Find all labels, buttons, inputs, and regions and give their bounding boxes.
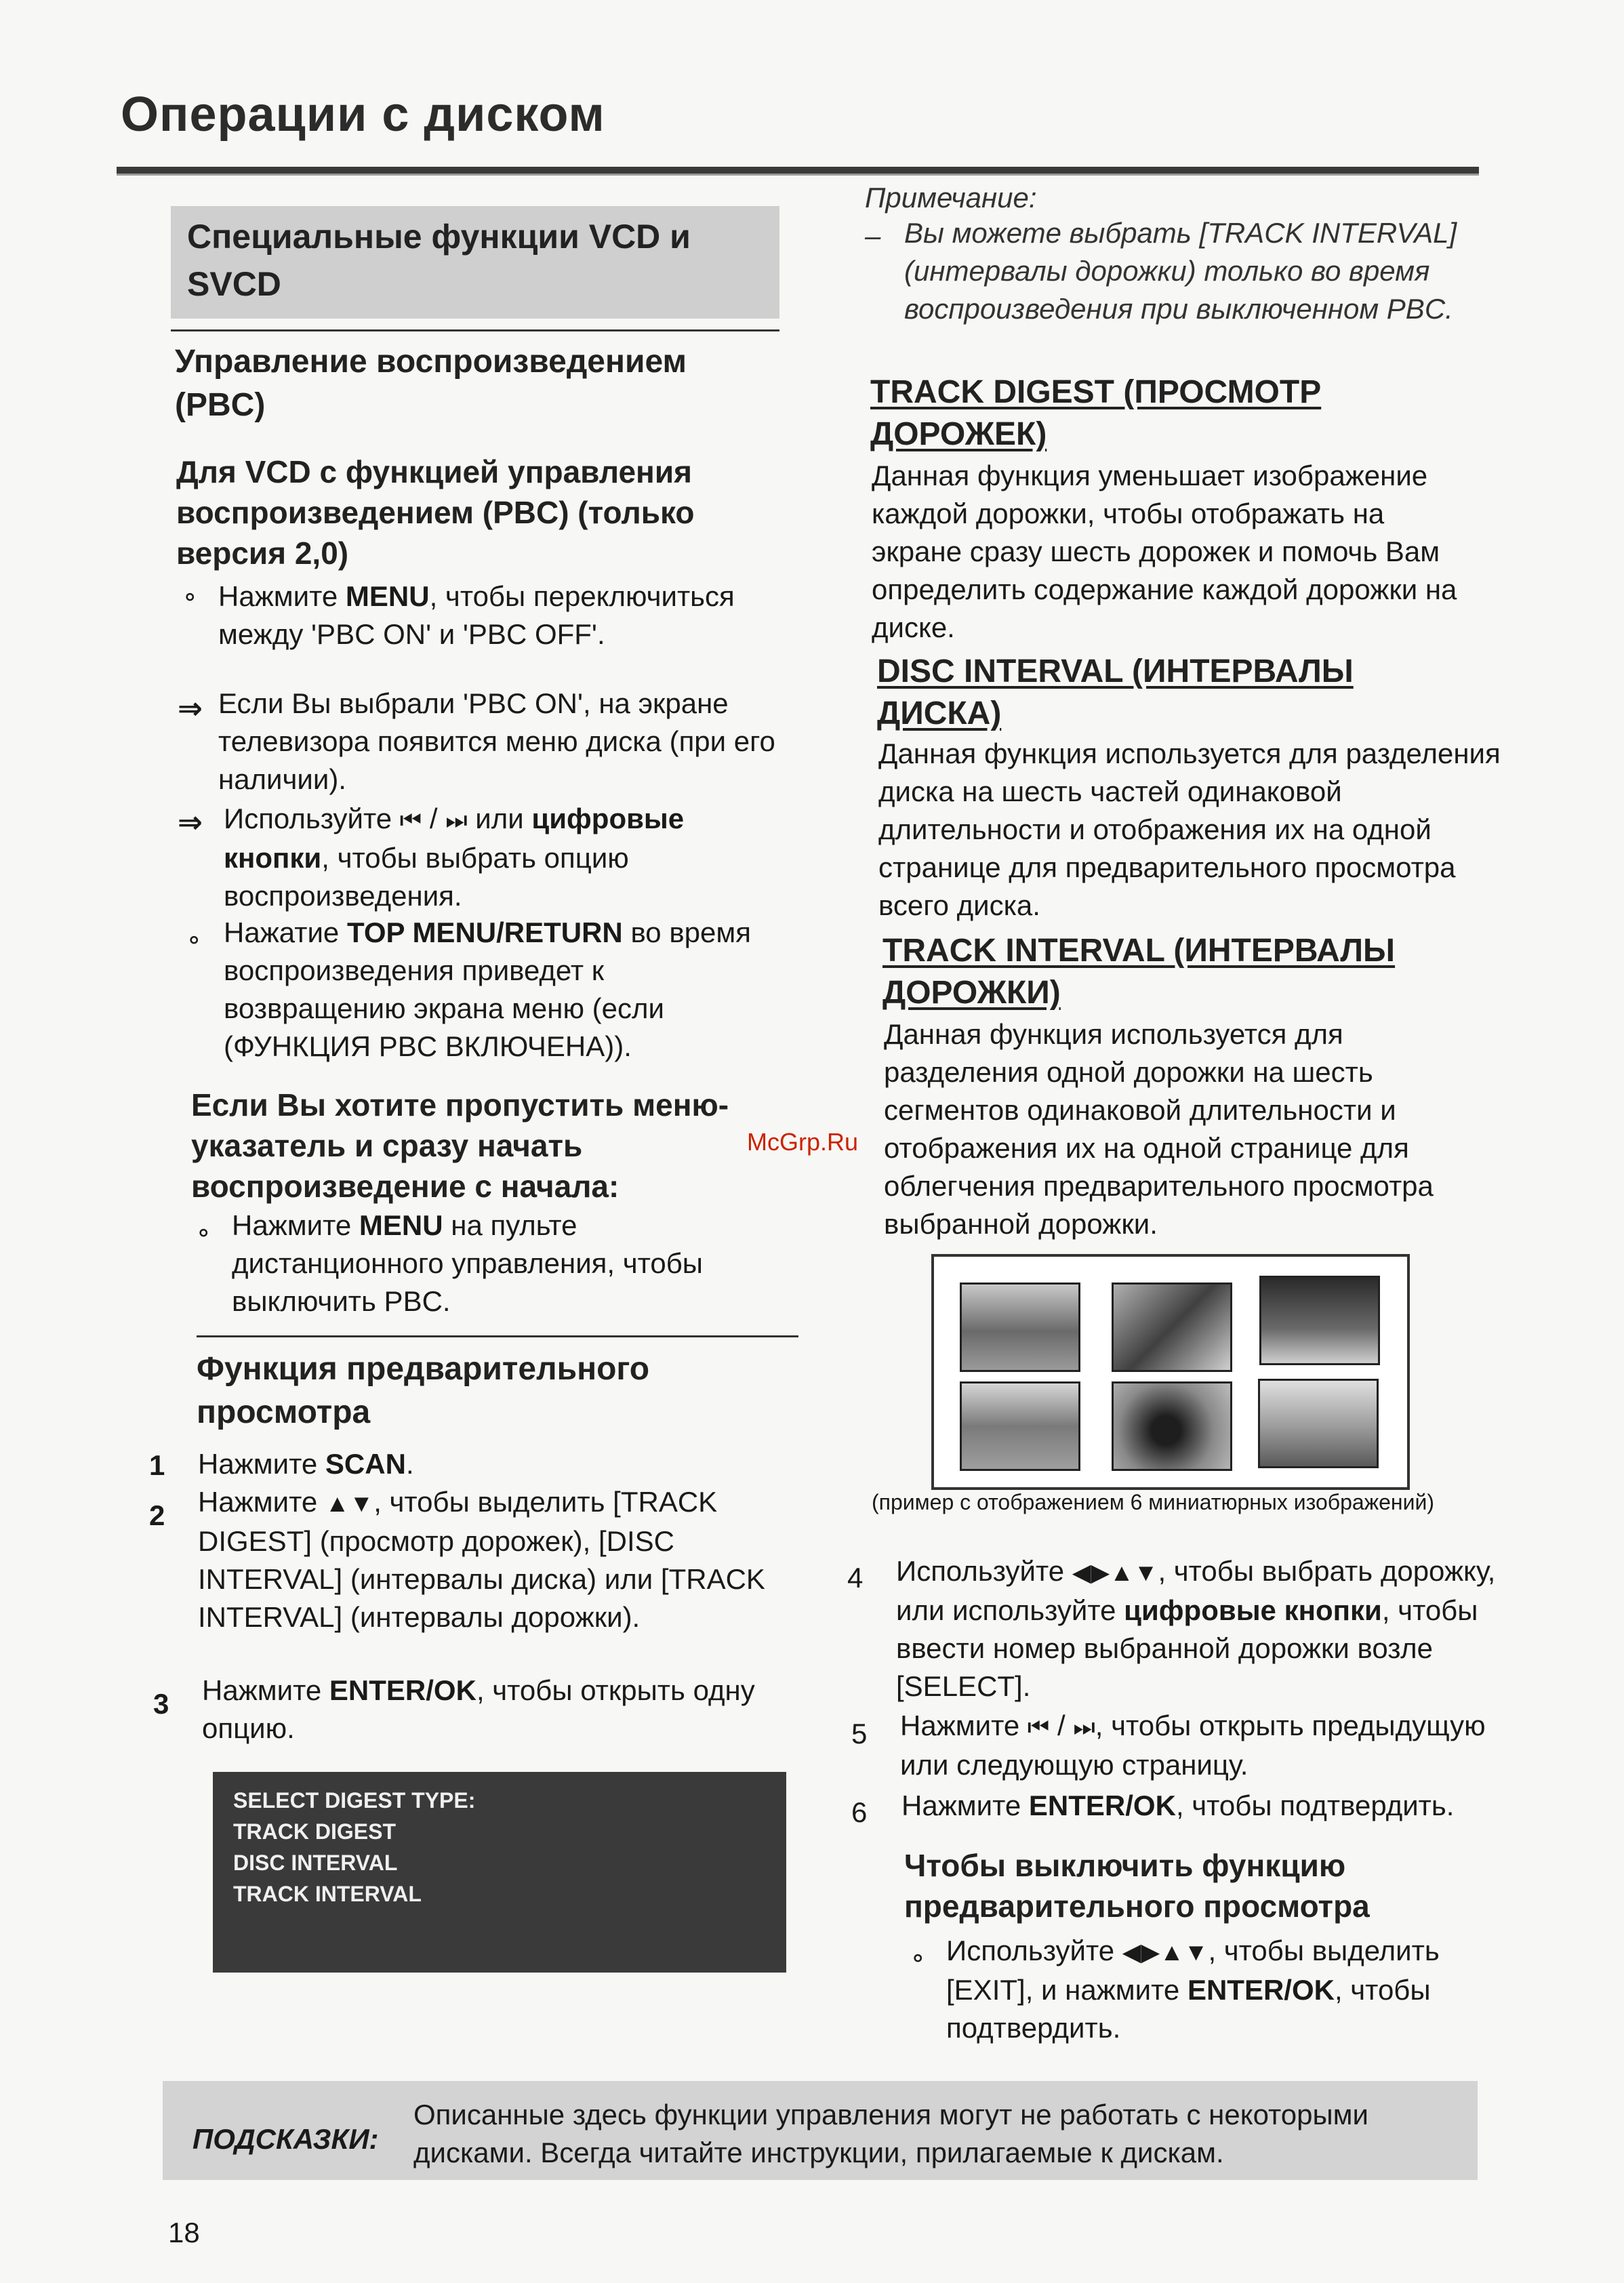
bullet-icon: ⚬ [194,1221,214,1247]
arrows-icon: ◀▶▲▼ [1122,1938,1209,1966]
pbc-item-3: Используйте ⏮ / ⏭ или цифровые кнопки, чтобы выбрать опцию воспроизведения. [224,803,685,912]
pbc-item-1: Нажмите MENU, чтобы переключиться между 'PBC ON' и 'PBC OFF'. [218,580,735,650]
track-digest-text: Данная функция уменьшает изображение каждой дорожки, чтобы отображать на экране сразу шесть дорожек и помочь Вам определить содержание каждой дорожки на диске. [872,460,1457,643]
osd-option: TRACK INTERVAL [233,1882,422,1906]
next-icon: ⏭ [445,806,468,834]
step-number: 4 [847,1562,864,1594]
prev-icon: ⏮ [1027,1713,1050,1741]
note-label: Примечание: [865,182,1037,214]
osd-title: SELECT DIGEST TYPE: [233,1788,476,1813]
exit-preview-heading: Чтобы выключить функцию предварительного просмотра [904,1848,1370,1924]
thumbnail-grid [931,1254,1410,1490]
track-interval-text: Данная функция используется для разделения одной дорожки на шесть сегментов одинаковой длительности и отображения их на одной странице для облегчения предварительного просмотра выбранной дорожки. [884,1018,1434,1240]
arrows-icon: ◀▶▲▼ [1072,1558,1158,1586]
thumbnail-image [1259,1276,1380,1365]
preview-step-4: Используйте ◀▶▲▼, чтобы выбрать дорожку, или используйте цифровые кнопки, чтобы ввести номер выбранной дорожки возле [SELECT]. [896,1555,1496,1702]
osd-option: TRACK DIGEST [233,1819,396,1844]
section-box-title: Специальные функции VCD и SVCD [187,218,691,303]
skip-item: Нажмите MENU на пульте дистанционного управления, чтобы выключить PBC. [232,1209,703,1317]
skip-heading: Если Вы хотите пропустить меню-указатель и сразу начать воспроизведение с начала: [191,1087,729,1204]
thumbnail-caption: (пример с отображением 6 миниатюрных изображений) [872,1490,1434,1514]
exit-preview-item: Используйте ◀▶▲▼, чтобы выделить [EXIT], и нажмите ENTER/OK, чтобы подтвердить. [946,1935,1440,2044]
preview-rule [197,1335,798,1337]
osd-menu-screen [213,1772,786,1973]
arrow-icon: ⇒ [178,692,203,725]
pbc-item-2: Если Вы выбрали 'PBC ON', на экране телевизора появится меню диска (при его наличии). [218,687,775,795]
disc-interval-text: Данная функция используется для разделения диска на шесть частей одинаковой длительности и отображения их на одной странице для предварительного просмотра всего диска. [878,738,1501,921]
thumbnail-image [1112,1381,1232,1471]
up-down-arrows-icon: ▲▼ [325,1489,374,1517]
tips-text: Описанные здесь функции управления могут не работать с некоторыми дисками. Всегда читайте инструкции, прилагаемые к дискам. [413,2099,1369,2168]
disc-interval-heading: DISC INTERVAL (ИНТЕРВАЛЫ ДИСКА) [877,653,1354,731]
step-number: 2 [149,1499,165,1531]
preview-heading: Функция предварительного просмотра [197,1351,650,1430]
next-icon: ⏭ [1073,1713,1095,1741]
bullet-icon: ⚬ [908,1946,928,1972]
preview-step-2: Нажмите ▲▼, чтобы выделить [TRACK DIGEST] (просмотр дорожек), [DISC INTERVAL] (интервалы диска) или [TRACK INTERVAL] (интервалы дорожки). [198,1486,765,1633]
preview-step-6: Нажмите ENTER/OK, чтобы подтвердить. [901,1790,1455,1821]
step-number: 5 [851,1718,868,1750]
preview-step-3: Нажмите ENTER/OK, чтобы открыть одну опцию. [202,1674,755,1744]
thumbnail-image [960,1282,1080,1372]
page-title: Операции с диском [121,87,605,142]
pbc-item-4: Нажатие TOP MENU/RETURN во время воспроизведения приведет к возвращению экрана меню (если (ФУНКЦИЯ PBC ВКЛЮЧЕНА)). [224,916,751,1062]
track-interval-heading: TRACK INTERVAL (ИНТЕРВАЛЫ ДОРОЖКИ) [882,933,1396,1011]
thumbnail-image [960,1381,1080,1471]
watermark: McGrp.Ru [747,1128,859,1156]
preview-step-1: Нажмите SCAN. [198,1448,414,1480]
thumbnail-image [1112,1282,1232,1372]
bullet-icon: ⚬ [184,928,204,954]
preview-step-5: Нажмите ⏮ / ⏭, чтобы открыть предыдущую или следующую страницу. [900,1710,1486,1781]
page-number: 18 [168,2217,200,2248]
title-rule [117,167,1479,176]
note-text: Вы можете выбрать [TRACK INTERVAL] (интервалы дорожки) только во время воспроизведения при выключенном PBC. [904,217,1457,325]
prev-icon: ⏮ [399,806,422,834]
bullet-icon: ⚬ [180,585,200,611]
tips-label: ПОДСКАЗКИ: [192,2123,379,2155]
step-number: 1 [149,1449,165,1481]
track-digest-heading: TRACK DIGEST (ПРОСМОТР ДОРОЖЕК) [870,374,1322,452]
dash-icon: – [865,220,881,251]
thumbnail-image [1258,1379,1379,1468]
pbc-subheading: Для VCD с функцией управления воспроизведением (PBC) (только версия 2,0) [176,454,695,571]
arrow-icon: ⇒ [178,806,203,839]
step-number: 6 [851,1796,868,1828]
osd-option: DISC INTERVAL [233,1851,398,1875]
section-rule [171,329,779,331]
step-number: 3 [153,1688,169,1720]
pbc-heading: Управление воспроизведением (PBC) [175,344,687,423]
